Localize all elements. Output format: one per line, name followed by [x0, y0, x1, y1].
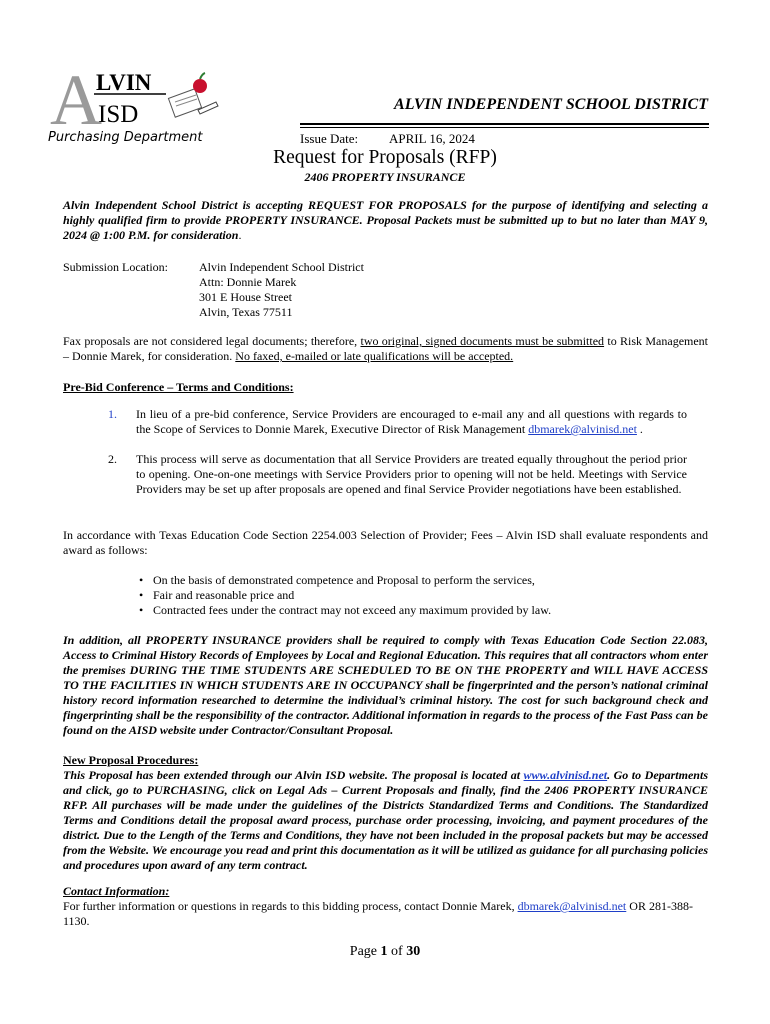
header-rule-thick [300, 123, 709, 125]
contact-text: For further information or questions in regards to this bidding process, contact Donnie Marek, [63, 899, 518, 913]
email-link[interactable]: dbmarek@alvinisd.net [528, 422, 637, 436]
document-title: Request for Proposals (RFP) [273, 147, 497, 168]
issue-date-label: Issue Date: [300, 131, 359, 146]
intro-paragraph [63, 198, 708, 243]
contact-paragraph [63, 899, 708, 929]
fax-underlined-text: two original, signed documents must be submitted [360, 334, 605, 348]
document-subtitle: 2406 PROPERTY INSURANCE [304, 170, 466, 184]
total-pages: 30 [406, 944, 421, 959]
prebid-heading: Pre-Bid Conference – Terms and Conditions: [63, 380, 294, 394]
contact-phone: OR 281-388-1130. [63, 899, 693, 928]
address-line: Attn: Donnie Marek [199, 275, 297, 289]
item-text: In lieu of a pre-bid conference, Service Providers are encouraged to e-mail any and all questions with regards to the Scope of Services to Donnie Marek, Executive Director of Risk Management [136, 407, 687, 436]
new-procedures-heading: New Proposal Procedures: [63, 753, 199, 767]
prebid-item-1 [108, 407, 708, 439]
item-end: . [636, 422, 643, 436]
fax-paragraph [63, 334, 708, 364]
intro-end: . [238, 228, 242, 242]
logo-text-isd: ISD [98, 101, 139, 128]
address-line: Alvin, Texas 77511 [199, 305, 293, 319]
contact-heading: Contact Information: [63, 884, 170, 898]
submission-label: Submission Location: [63, 260, 168, 274]
prebid-item-2 [108, 452, 708, 514]
contact-email-link[interactable]: dbmarek@alvinisd.net [517, 899, 627, 913]
compliance-paragraph: In addition, all PROPERTY INSURANCE providers shall be required to comply with Texas Education Code Section 22.083, Access to Criminal History Records of Employees by Local and Regional Education. This requires that all contractors whom enter the premises DURING THE TIME STUDENTS ARE SCHEDULED TO BE ON THE PROPERTY and WILL HAVE ACCESS TO THE FACILITIES IN WHICH STUDENTS ARE IN OCCUPANCY shall be fingerprinted and the person’s national criminal history record information researched to determine the individual’s criminal history. The cost for such background check and fingerprinting shall be the responsibility of the contractor. Additional information in regards to the process of the Fast Pass can be found on the AISD website under Contractor/Consultant Proposal. [63, 633, 708, 737]
issue-date-line [300, 131, 475, 147]
intro-text: Alvin Independent School District is accepting REQUEST FOR PROPOSALS for the purpose of identifying and selecting a highly qualified firm to provide PROPERTY INSURANCE. Proposal Packets must be submitted up to but no later than MAY 9, 2024 @ 1:00 P.M. for consideration [63, 198, 708, 242]
procedures-text: . Go to Departments and click, go to PURCHASING, click on Legal Ads – Current Proposals and finally, find the 2406 PROPERTY INSURANCE RFP. All purchases will be made under the guidelines of the Districts Standardized Terms and Conditions. The Standardized Terms and Conditions detail the proposal award process, purchase order processing, invoicing, and payment procedures of the district. Due to the Length of the Terms and Conditions, they have not been included in the proposal packets but may be accessed from the Website. We encourage you read and print this documentation as it will be utilized as guidance for all purchasing policies and procedures upon award of any term contract. [63, 768, 708, 872]
of-word: of [387, 944, 407, 959]
current-page: 1 [380, 944, 388, 959]
address-line: 301 E House Street [199, 290, 292, 304]
apple-books-icon [168, 73, 218, 117]
item-text: This process will serve as documentation that all Service Providers are treated equally throughout the period prior to opening. One-on-one meetings with Service Providers prior to opening will not be held. Meetings with Service Providers may be set up after proposals are opened and final Service Provider negotiations have been established. [136, 452, 687, 496]
item-number: 2. [108, 452, 117, 466]
bullet-item: • Contracted fees under the contract may not exceed any maximum provided by law. [139, 603, 551, 618]
submission-address [199, 260, 364, 320]
procedures-text: This Proposal has been extended through our Alvin ISD website. The proposal is located at [63, 768, 524, 782]
logo-letter-a: A [50, 62, 102, 140]
new-procedures-paragraph [63, 768, 708, 873]
evaluation-bullets [139, 573, 551, 618]
fax-text: to Risk Management – Donnie Marek, for consideration. [63, 334, 709, 363]
page-number [0, 944, 770, 960]
bullet-item: • Fair and reasonable price and [139, 588, 551, 603]
fax-text: Fax proposals are not considered legal documents; therefore, [63, 334, 361, 348]
district-name: ALVIN INDEPENDENT SCHOOL DISTRICT [394, 96, 708, 113]
item-number: 1. [108, 407, 117, 421]
alvin-isd-logo [48, 62, 223, 146]
website-link[interactable]: www.alvinisd.net [523, 768, 608, 782]
logo-text-lvin: LVIN [96, 70, 152, 95]
page-word: Page [349, 944, 381, 959]
logo-tagline: Purchasing Department [48, 130, 203, 145]
address-line: Alvin Independent School District [199, 260, 364, 274]
bullet-item: • On the basis of demonstrated competence and Proposal to perform the services, [139, 573, 551, 588]
header-rule-thin [300, 127, 709, 128]
fax-underlined-text: No faxed, e-mailed or late qualifications will be accepted. [235, 349, 514, 363]
evaluation-paragraph: In accordance with Texas Education Code Section 2254.003 Selection of Provider; Fees – Alvin ISD shall evaluate respondents and award as follows: [63, 528, 708, 557]
issue-date-value: APRIL 16, 2024 [389, 131, 475, 146]
